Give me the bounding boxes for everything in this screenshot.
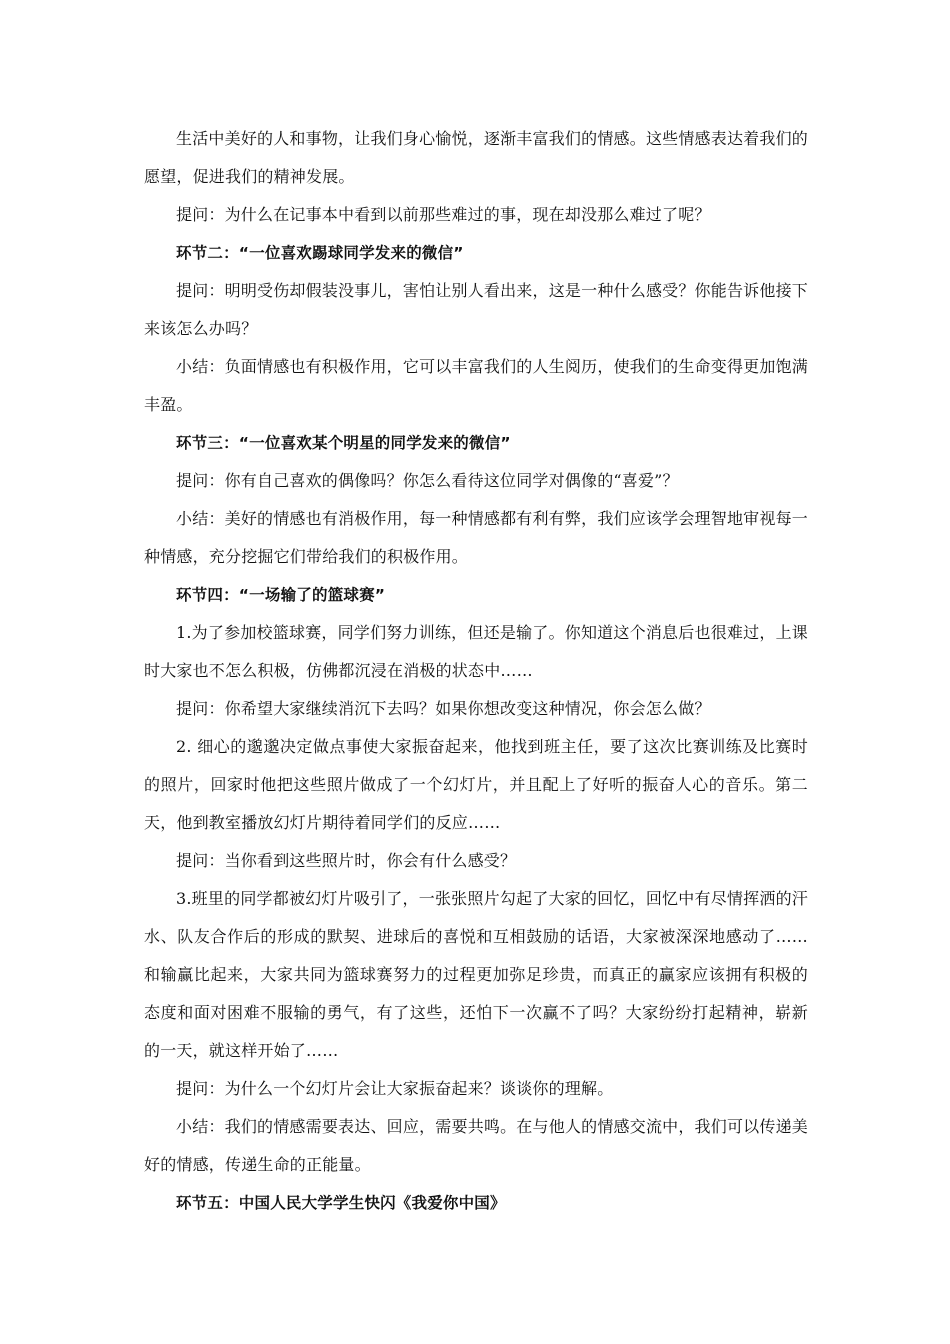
paragraph-scenario-3: 3.班里的同学都被幻灯片吸引了，一张张照片勾起了大家的回忆，回忆中有尽情挥洒的汗水、队友合作后的形成的默契、进球后的喜悦和互相鼓励的话语，大家被深深地感动了……和输赢比起来，大家共同为篮球赛努力的过程更加弥足珍贵，而真正的赢家应该拥有积极的态度和面对困难不服输的勇气，有了这些，还怕下一次赢不了吗？大家纷纷打起精神，崭新的一天，就这样开始了…… bbox=[144, 889, 808, 1060]
paragraph-scenario-1: 1.为了参加校篮球赛，同学们努力训练，但还是输了。你知道这个消息后也很难过，上课时大家也不怎么积极，仿佛都沉浸在消极的状态中…… bbox=[144, 623, 808, 680]
paragraph-intro-summary: 生活中美好的人和事物，让我们身心愉悦，逐渐丰富我们的情感。这些情感表达着我们的愿望，促进我们的精神发展。 bbox=[144, 129, 808, 186]
paragraph-question: 提问：你有自己喜欢的偶像吗？你怎么看待这位同学对偶像的“喜爱”？ bbox=[176, 471, 679, 490]
section-heading-4: 环节四：“一场输了的篮球赛” bbox=[176, 586, 386, 604]
paragraph-question: 提问：明明受伤却假装没事儿，害怕让别人看出来，这是一种什么感受？你能告诉他接下来该怎么办吗？ bbox=[144, 281, 808, 338]
paragraph-scenario-2: 2. 细心的邈邈决定做点事使大家振奋起来，他找到班主任，要了这次比赛训练及比赛时的照片，回家时他把这些照片做成了一个幻灯片，并且配上了好听的振奋人心的音乐。第二天，他到教室播放幻灯片期待着同学们的反应…… bbox=[144, 737, 808, 832]
paragraph-question: 提问：你希望大家继续消沉下去吗？如果你想改变这种情况，你会怎么做？ bbox=[176, 699, 711, 718]
paragraph-question: 提问：当你看到这些照片时，你会有什么感受？ bbox=[176, 851, 517, 870]
paragraph-summary: 小结：美好的情感也有消极作用，每一种情感都有利有弊，我们应该学会理智地审视每一种情感，充分挖掘它们带给我们的积极作用。 bbox=[144, 509, 808, 566]
paragraph-question: 提问：为什么在记事本中看到以前那些难过的事，现在却没那么难过了呢？ bbox=[176, 205, 711, 224]
paragraph-question: 提问：为什么一个幻灯片会让大家振奋起来？谈谈你的理解。 bbox=[176, 1079, 614, 1098]
paragraph-summary: 小结：负面情感也有积极作用，它可以丰富我们的人生阅历，使我们的生命变得更加饱满丰盈。 bbox=[144, 357, 808, 414]
section-heading-2: 环节二：“一位喜欢踢球同学发来的微信” bbox=[176, 244, 464, 262]
paragraph-summary: 小结：我们的情感需要表达、回应，需要共鸣。在与他人的情感交流中，我们可以传递美好的情感，传递生命的正能量。 bbox=[144, 1117, 808, 1174]
section-heading-5: 环节五：中国人民大学学生快闪《我爱你中国》 bbox=[176, 1194, 506, 1212]
section-heading-3: 环节三：“一位喜欢某个明星的同学发来的微信” bbox=[176, 434, 511, 452]
document-body bbox=[144, 120, 808, 1222]
